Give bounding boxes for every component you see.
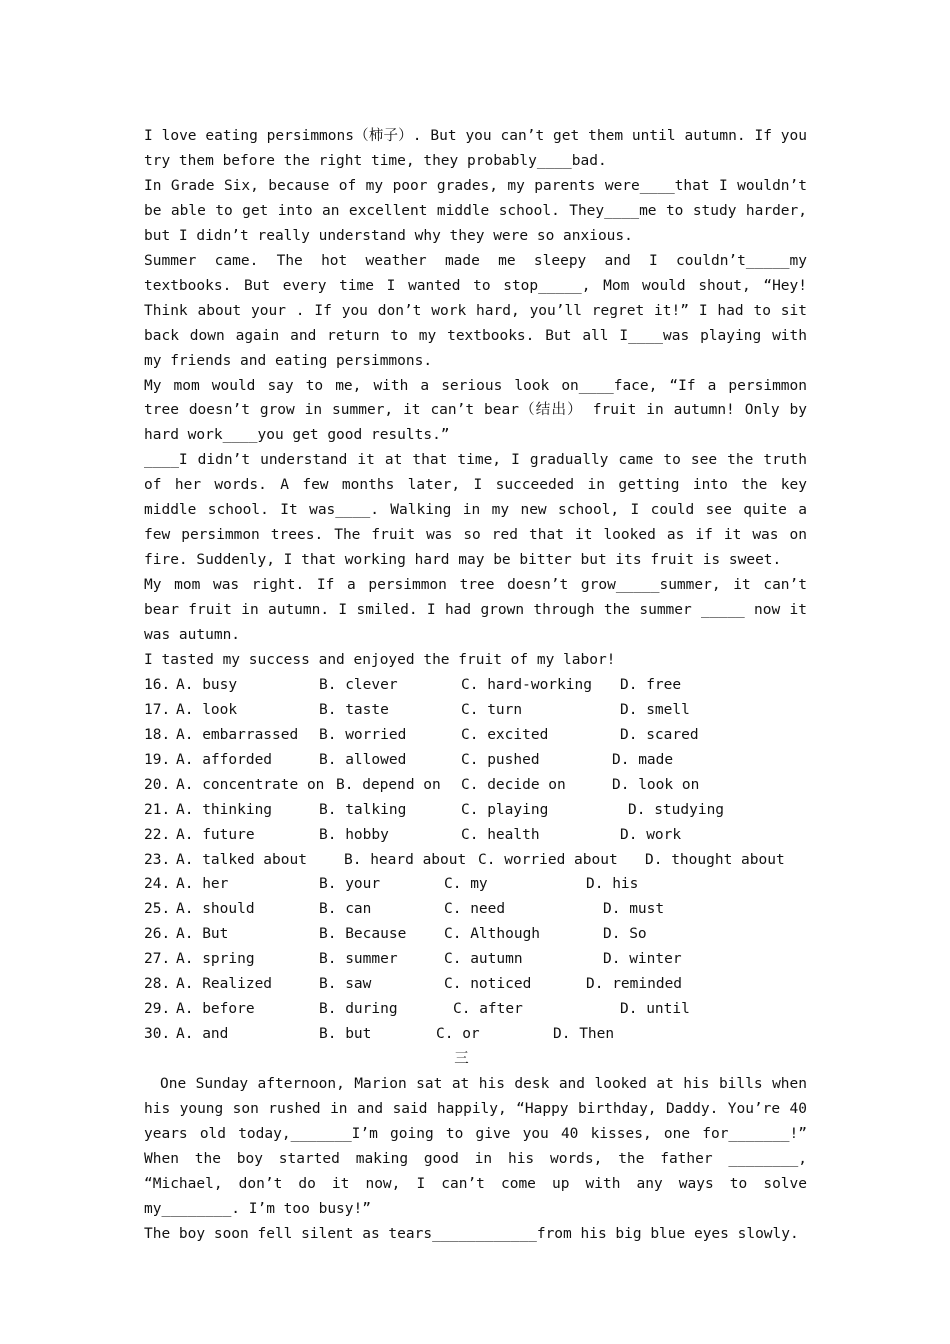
passage-paragraph: One Sunday afternoon, Marion sat at his desk and looked at his bills when his young son rushed in and said happily, “Happy birthday, Daddy. You’re 40 years old today,_______I’m going to give you 40 kisses, one for_______!” When the boy started making good in his words, the father ________, “Michael, don’t do it now, I can’t come up with any ways to solve my________. I’m too busy!” [144, 1075, 807, 1217]
question-number: 22. [144, 826, 171, 843]
option-d: D. his [586, 876, 639, 893]
question-number: 25. [144, 901, 171, 918]
option-b: B. can [319, 901, 372, 918]
question-number: 24. [144, 876, 171, 893]
option-row [144, 1022, 807, 1047]
option-c: C. autumn [444, 951, 523, 968]
document-page [144, 124, 807, 1247]
option-b: B. during [319, 1001, 398, 1018]
option-a: A. Realized [176, 976, 273, 993]
question-number: 28. [144, 976, 171, 993]
option-a: A. afforded [176, 751, 273, 768]
option-b: B. clever [319, 676, 398, 693]
passage-paragraph: In Grade Six, because of my poor grades, my parents were____that I wouldn’t be able to get into an excellent middle school. They____me to study harder, but I didn’t really understand why they were so anxious. [144, 177, 807, 244]
passage-paragraph: ____I didn’t understand it at that time, I gradually came to see the truth of her words. A few months later, I succeeded in getting into the key middle school. It was____. Walking in my new school, I could see quite a few persimmon trees. The fruit was so red that it looked as if it was on fire. Suddenly, I that working hard may be bitter but its fruit is sweet. [144, 452, 807, 569]
option-c: C. noticed [444, 976, 532, 993]
option-d: D. scared [620, 726, 699, 743]
option-b: B. hobby [319, 826, 389, 843]
option-row [144, 997, 807, 1022]
option-a: A. look [176, 701, 238, 718]
option-a: A. future [176, 826, 255, 843]
question-number: 21. [144, 801, 171, 818]
question-number: 17. [144, 701, 171, 718]
option-b: B. saw [319, 976, 372, 993]
question-number: 23. [144, 851, 171, 868]
question-number: 18. [144, 726, 171, 743]
option-b: B. your [319, 876, 381, 893]
option-d: D. made [612, 751, 674, 768]
option-row [144, 972, 807, 997]
option-c: C. decide on [461, 776, 566, 793]
option-d: D. thought about [645, 851, 785, 868]
option-a: A. and [176, 1026, 229, 1043]
option-b: B. depend on [336, 776, 441, 793]
option-a: A. embarrassed [176, 726, 299, 743]
option-row [144, 872, 807, 897]
option-row [144, 947, 807, 972]
option-a: A. talked about [176, 851, 307, 868]
option-c: C. need [444, 901, 506, 918]
question-number: 16. [144, 676, 171, 693]
option-b: B. worried [319, 726, 407, 743]
option-c: C. my [444, 876, 488, 893]
option-d: D. studying [628, 801, 725, 818]
question-number: 29. [144, 1001, 171, 1018]
option-c: C. or [436, 1026, 480, 1043]
option-row [144, 723, 807, 748]
option-row [144, 798, 807, 823]
option-d: D. reminded [586, 976, 683, 993]
option-b: B. heard about [344, 851, 467, 868]
option-row [144, 673, 807, 698]
question-number: 30. [144, 1026, 171, 1043]
option-d: D. smell [620, 701, 690, 718]
passage-paragraph: I tasted my success and enjoyed the fruit of my labor! [144, 652, 616, 669]
option-b: B. talking [319, 801, 407, 818]
option-row [144, 748, 807, 773]
question-number: 20. [144, 776, 171, 793]
option-row [144, 897, 807, 922]
option-b: B. allowed [319, 751, 407, 768]
option-c: C. pushed [461, 751, 540, 768]
passage-paragraph: I love eating persimmons（柿子）. But you can’t get them until autumn. If you try them before the right time, they probably____bad. [144, 128, 807, 169]
question-number: 27. [144, 951, 171, 968]
option-a: A. busy [176, 676, 238, 693]
option-b: B. taste [319, 701, 389, 718]
option-c: C. turn [461, 701, 523, 718]
option-d: D. winter [603, 951, 682, 968]
option-a: A. should [176, 901, 255, 918]
question-number: 19. [144, 751, 171, 768]
option-row [144, 823, 807, 848]
section-heading: 三 [454, 1051, 469, 1068]
option-b: B. summer [319, 951, 398, 968]
option-row [144, 848, 807, 873]
option-d: D. Then [553, 1026, 615, 1043]
option-d: D. until [620, 1001, 690, 1018]
option-d: D. So [603, 926, 647, 943]
option-c: C. excited [461, 726, 549, 743]
option-d: D. free [620, 676, 682, 693]
options-list [144, 673, 807, 1047]
option-d: D. look on [612, 776, 700, 793]
option-c: C. health [461, 826, 540, 843]
passage-paragraph: The boy soon fell silent as tears____________from his big blue eyes slowly. [144, 1225, 799, 1242]
question-number: 26. [144, 926, 171, 943]
option-d: D. must [603, 901, 665, 918]
option-c: C. Although [444, 926, 541, 943]
option-a: A. thinking [176, 801, 273, 818]
option-c: C. playing [461, 801, 549, 818]
option-b: B. Because [319, 926, 407, 943]
option-a: A. spring [176, 951, 255, 968]
option-c: C. after [453, 1001, 523, 1018]
option-a: A. But [176, 926, 229, 943]
option-a: A. concentrate on [176, 776, 325, 793]
passage-paragraph: My mom would say to me, with a serious look on____face, “If a persimmon tree doesn’t grow in summer, it can’t bear（结出） fruit in autumn! Only by hard work____you get good results.” [144, 377, 807, 444]
option-row [144, 922, 807, 947]
option-row [144, 773, 807, 798]
option-d: D. work [620, 826, 682, 843]
passage-paragraph: Summer came. The hot weather made me sleepy and I couldn’t_____my textbooks. But every time I wanted to stop_____, Mom would shout, “Hey! Think about your . If you don’t work hard, you’ll regret it!” I had to sit back down again and return to my textbooks. But all I____was playing with my friends and eating persimmons. [144, 252, 807, 369]
passage-paragraph: My mom was right. If a persimmon tree doesn’t grow_____summer, it can’t bear fruit in autumn. I smiled. I had grown through the summer _____ now it was autumn. [144, 577, 807, 644]
option-a: A. before [176, 1001, 255, 1018]
option-row [144, 698, 807, 723]
option-c: C. hard-working [461, 676, 592, 693]
option-b: B. but [319, 1026, 372, 1043]
option-c: C. worried about [478, 851, 618, 868]
option-a: A. her [176, 876, 229, 893]
